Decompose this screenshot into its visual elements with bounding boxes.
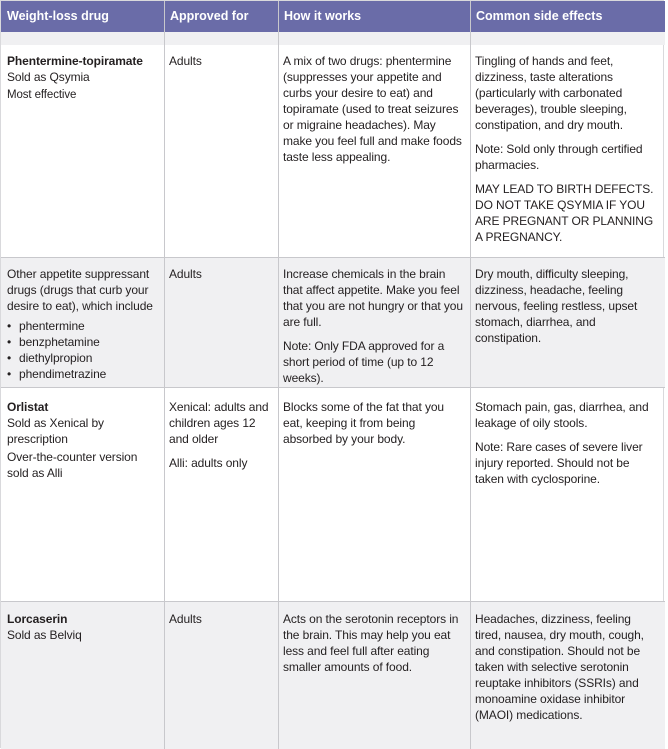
- header-approved: Approved for: [170, 9, 249, 23]
- how-text: Acts on the serotonin receptors in the brain. This may help you eat less and feel full after eating smaller amounts of food.: [283, 612, 459, 674]
- row-divider: [1, 601, 665, 602]
- drug-name: Lorcaserin: [7, 612, 68, 626]
- header-how: How it works: [284, 9, 362, 23]
- approved-text: Xenical: adults and children ages 12 and older: [169, 400, 269, 446]
- table-row-2-approved: [169, 266, 273, 290]
- table-row-1-how: [283, 53, 465, 173]
- how-text: A mix of two drugs: phentermine (suppresses your appetite and curbs your desire to eat) and topiramate (used to treat seizures or migraine headaches). May make you feel full and make foods taste less appealing.: [283, 54, 462, 164]
- approved-text: Alli: adults only: [169, 456, 248, 470]
- table-header: [1, 1, 665, 32]
- drug-brand: Sold as Xenical by prescription: [7, 416, 104, 446]
- list-item: • benzphetamine: [19, 334, 159, 350]
- table-row-4-approved: [169, 611, 273, 635]
- table-row-3-approved: [169, 399, 273, 479]
- how-text: Blocks some of the fat that you eat, keeping it from being absorbed by your body.: [283, 400, 444, 446]
- table-row-2-how: [283, 266, 465, 394]
- drug-intro: Other appetite suppressant drugs (drugs that curb your desire to eat), which include: [7, 267, 153, 313]
- header-side-effects: Common side effects: [476, 9, 603, 23]
- drug-otc: Over-the-counter version sold as Alli: [7, 450, 138, 480]
- column-divider: [470, 1, 471, 749]
- table-row-1-drug: [7, 53, 159, 103]
- side-text: Headaches, dizziness, feeling tired, nausea, dry mouth, cough, and constipation. Should not be taken with selective serotonin reuptake inhibitors (SSRIs) and monoamine oxidase inhibitor (MAOI) medications.: [475, 612, 644, 722]
- side-text: Tingling of hands and feet, dizziness, taste alterations (particularly with carbonated beverages), trouble sleeping, constipation, and dry mouth.: [475, 54, 627, 132]
- table-row-4-drug: [7, 611, 159, 643]
- table-row-1-approved: [169, 53, 273, 77]
- column-divider: [164, 1, 165, 749]
- side-warning: MAY LEAD TO BIRTH DEFECTS. DO NOT TAKE QSYMIA IF YOU ARE PREGNANT OR PLANNING A PREGNANCY.: [475, 182, 654, 244]
- how-note: Note: Only FDA approved for a short period of time (up to 12 weeks).: [283, 339, 445, 385]
- approved-text: Adults: [169, 54, 202, 68]
- drug-badge-note: Most effective: [7, 89, 77, 101]
- side-text: Stomach pain, gas, diarrhea, and leakage of oily stools.: [475, 400, 649, 430]
- column-divider: [278, 1, 279, 749]
- table-row-2-drug: [7, 266, 159, 382]
- drug-list: [7, 318, 159, 382]
- list-item: • phendimetrazine: [19, 366, 159, 382]
- list-item: • phentermine: [19, 318, 159, 334]
- drug-name: Phentermine-topiramate: [7, 54, 143, 68]
- table-row-3-side: [475, 399, 660, 495]
- drug-brand: Sold as Belviq: [7, 628, 82, 642]
- table-row-1-side: [475, 53, 660, 253]
- header-drug: Weight-loss drug: [7, 9, 109, 23]
- table-row-2-side: [475, 266, 660, 354]
- table-row-4-side: [475, 611, 660, 731]
- approved-text: Adults: [169, 612, 202, 626]
- table-row-3-how: [283, 399, 465, 455]
- spacer-band: [1, 32, 665, 45]
- row-divider: [1, 257, 665, 258]
- side-note: Note: Sold only through certified pharmacies.: [475, 142, 643, 172]
- list-item: • diethylpropion: [19, 350, 159, 366]
- approved-text: Adults: [169, 267, 202, 281]
- drug-brand: Sold as Qsymia: [7, 70, 90, 84]
- how-text: Increase chemicals in the brain that affect appetite. Make you feel that you are not hungry or that you are full.: [283, 267, 463, 329]
- table-row-3-drug: [7, 399, 159, 481]
- side-text: Dry mouth, difficulty sleeping, dizziness, headache, feeling nervous, feeling restless, upset stomach, diarrhea, and constipation.: [475, 267, 638, 345]
- table-row-4-how: [283, 611, 465, 683]
- side-note: Note: Rare cases of severe liver injury reported. Should not be taken with cyclosporine.: [475, 440, 643, 486]
- drug-name: Orlistat: [7, 400, 49, 414]
